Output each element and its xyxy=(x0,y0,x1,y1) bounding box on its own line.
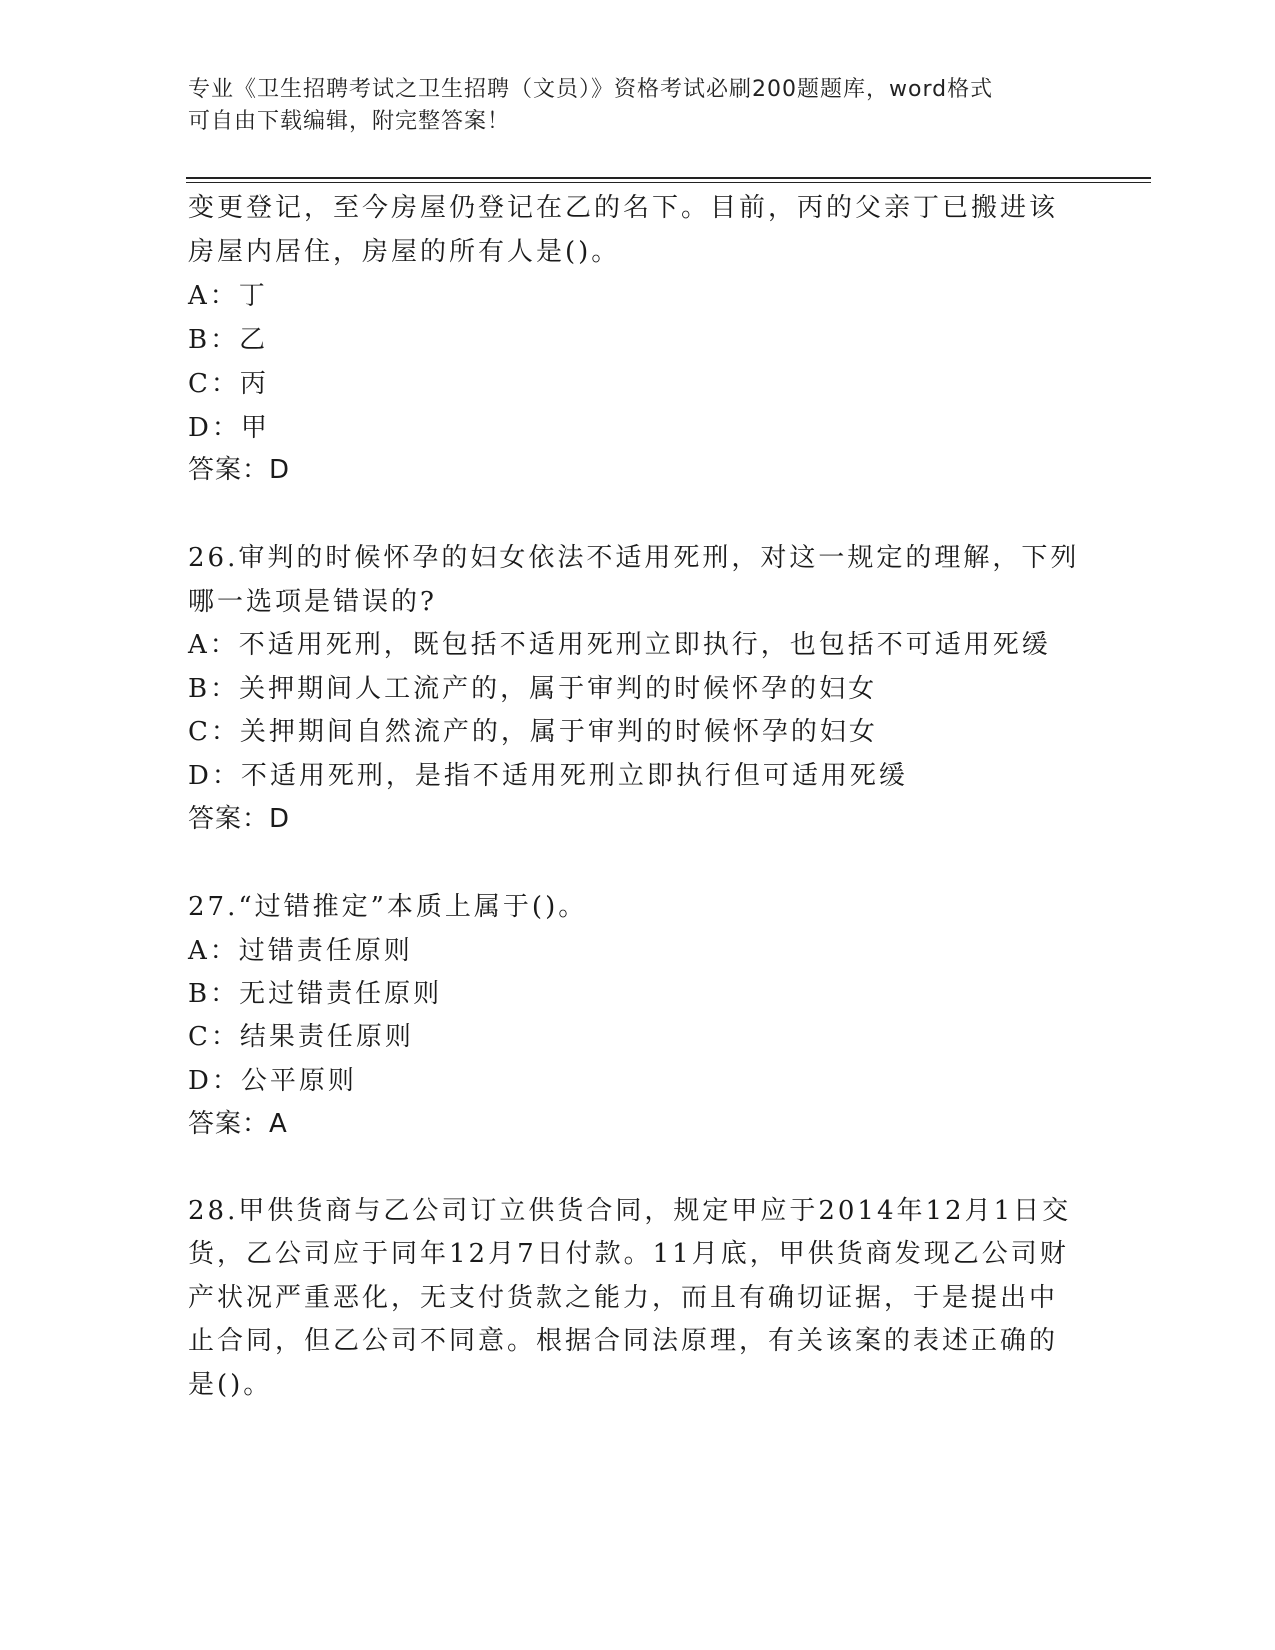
header-divider-thick xyxy=(186,177,1151,179)
q25-option-c: C：丙 xyxy=(188,369,269,399)
q28-stem-line-5: 是()。 xyxy=(188,1370,273,1400)
header-title-line-1: 专业《卫生招聘考试之卫生招聘（文员）》资格考试必刷200题题库，word格式 xyxy=(188,77,994,102)
q25-option-d: D：甲 xyxy=(188,413,270,443)
q25-option-b: B：乙 xyxy=(188,325,269,355)
q26-option-d: D：不适用死刑，是指不适用死刑立即执行但可适用死缓 xyxy=(188,761,908,791)
q26-stem-line-2: 哪一选项是错误的? xyxy=(188,587,437,617)
q25-option-a: A：丁 xyxy=(188,281,268,311)
q28-stem-line-1: 28.甲供货商与乙公司订立供货合同，规定甲应于2014年12月1日交 xyxy=(188,1196,1072,1226)
q27-option-a: A：过错责任原则 xyxy=(188,936,413,966)
q27-stem: 27.“过错推定”本质上属于()。 xyxy=(188,892,588,922)
q26-option-b: B：关押期间人工流产的，属于审判的时候怀孕的妇女 xyxy=(188,674,878,704)
q27-option-d: D：公平原则 xyxy=(188,1066,357,1096)
q26-answer: 答案：D xyxy=(188,804,291,834)
q27-option-c: C：结果责任原则 xyxy=(188,1022,414,1052)
header-title-line-2: 可自由下载编辑，附完整答案！ xyxy=(188,109,511,134)
q28-stem-line-3: 产状况严重恶化，无支付货款之能力，而且有确切证据，于是提出中 xyxy=(188,1283,1059,1313)
q28-stem-line-2: 货，乙公司应于同年12月7日付款。11月底，甲供货商发现乙公司财 xyxy=(188,1239,1069,1269)
q25-answer: 答案：D xyxy=(188,455,291,485)
q28-stem-line-4: 止合同，但乙公司不同意。根据合同法原理，有关该案的表述正确的 xyxy=(188,1326,1059,1356)
q26-option-c: C：关押期间自然流产的，属于审判的时候怀孕的妇女 xyxy=(188,717,878,747)
q27-answer: 答案：A xyxy=(188,1109,288,1139)
q25-stem-line-2: 房屋内居住，房屋的所有人是()。 xyxy=(188,237,621,267)
q27-option-b: B：无过错责任原则 xyxy=(188,979,443,1009)
q26-option-a: A：不适用死刑，既包括不适用死刑立即执行，也包括不可适用死缓 xyxy=(188,630,1051,660)
q25-stem-line-1: 变更登记，至今房屋仍登记在乙的名下。目前，丙的父亲丁已搬进该 xyxy=(188,193,1059,223)
document-header xyxy=(188,74,1068,138)
q26-stem-line-1: 26.审判的时候怀孕的妇女依法不适用死刑，对这一规定的理解，下列 xyxy=(188,543,1080,573)
header-divider-thin xyxy=(186,182,1151,183)
